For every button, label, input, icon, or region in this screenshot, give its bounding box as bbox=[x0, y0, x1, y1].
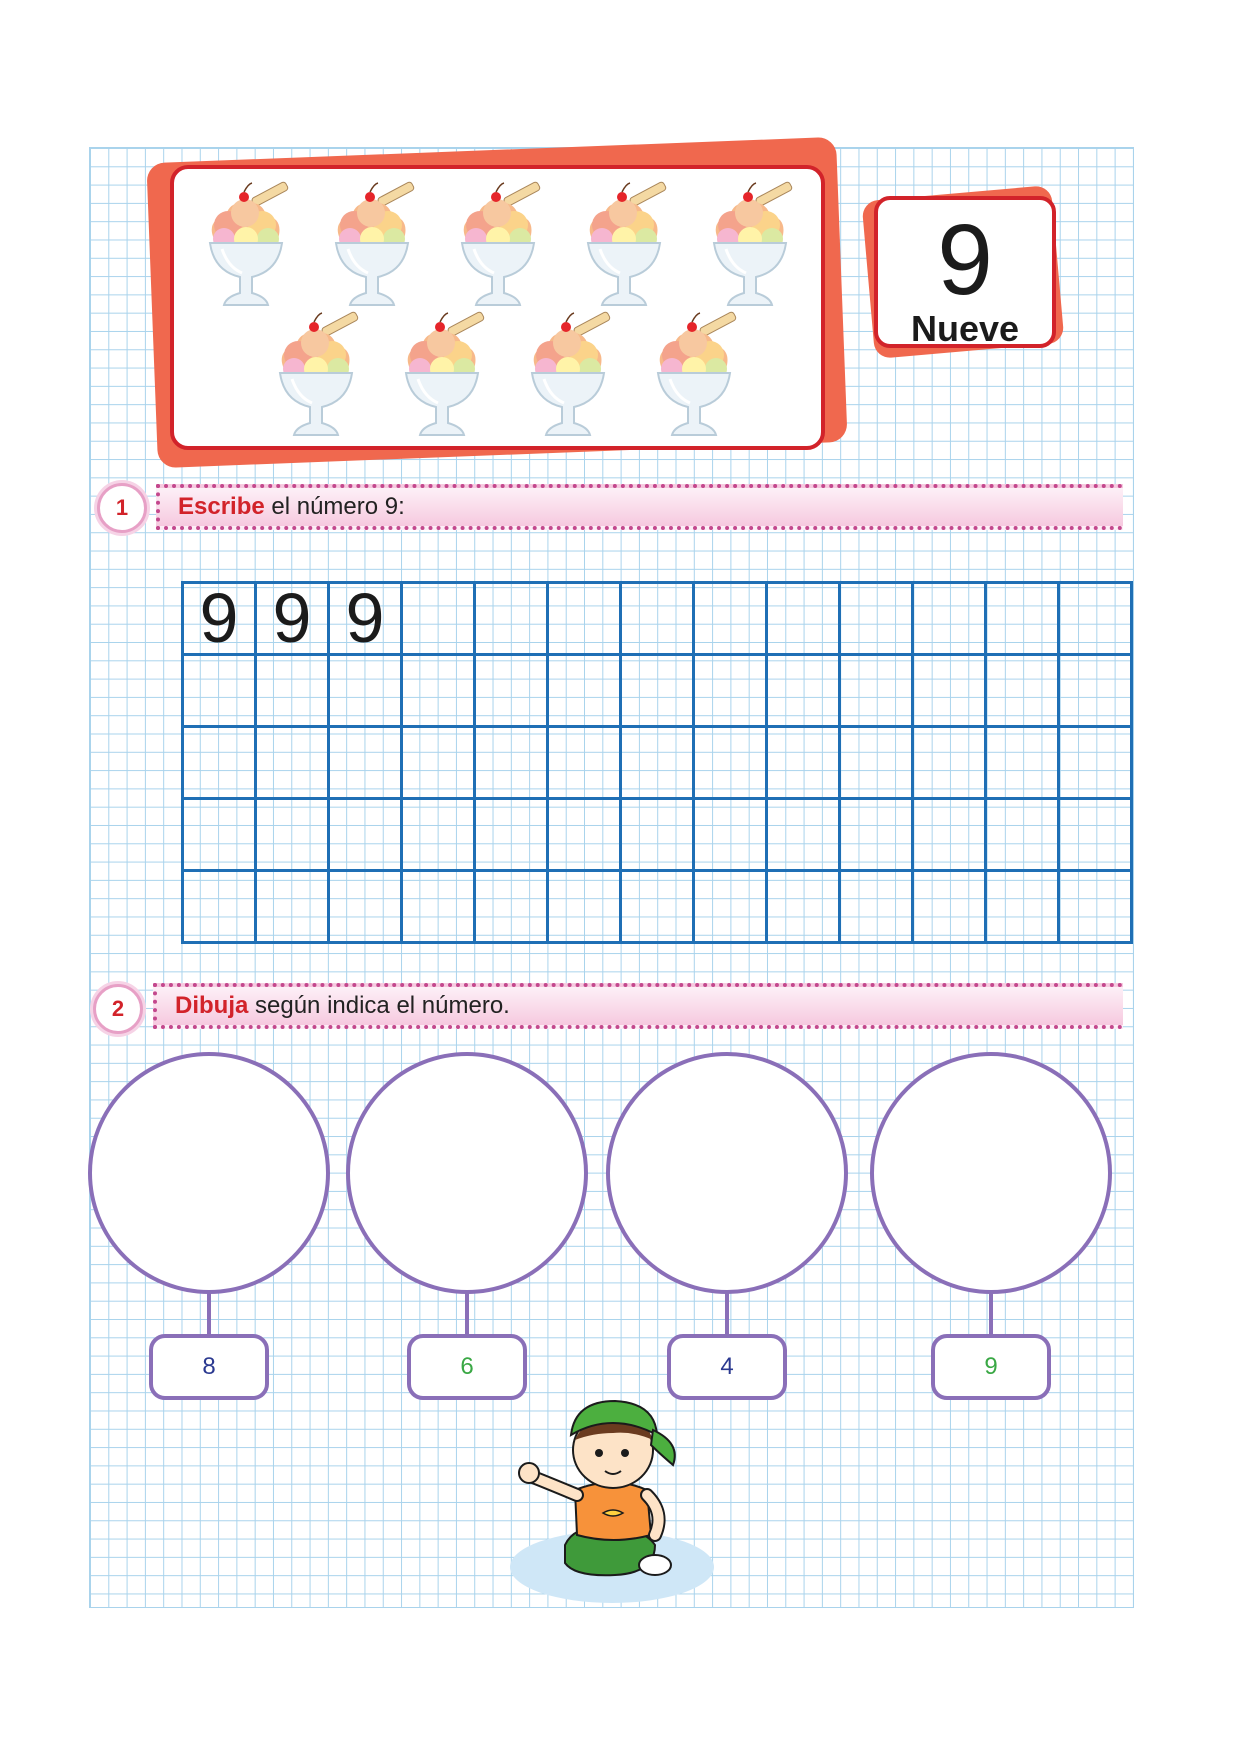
writing-grid bbox=[181, 581, 1133, 944]
circle-connector bbox=[465, 1292, 469, 1336]
number-card bbox=[874, 196, 1056, 348]
writing-cell[interactable] bbox=[402, 871, 475, 943]
number-digit: 9 bbox=[937, 204, 993, 316]
writing-cell[interactable] bbox=[475, 871, 548, 943]
writing-cell[interactable] bbox=[913, 727, 986, 799]
ice-cream-sundae-icon bbox=[322, 181, 422, 311]
writing-row bbox=[183, 655, 1132, 727]
writing-cell[interactable] bbox=[548, 871, 621, 943]
writing-cell[interactable] bbox=[986, 799, 1059, 871]
writing-cell[interactable] bbox=[183, 871, 256, 943]
writing-cell[interactable] bbox=[183, 799, 256, 871]
writing-cell[interactable] bbox=[840, 727, 913, 799]
writing-cell[interactable] bbox=[767, 583, 840, 655]
target-number-box: 9 bbox=[931, 1334, 1051, 1400]
sundae-group bbox=[174, 169, 821, 446]
writing-cell[interactable] bbox=[548, 655, 621, 727]
writing-cell[interactable] bbox=[402, 727, 475, 799]
writing-cell[interactable] bbox=[767, 871, 840, 943]
writing-cell[interactable]: 9 bbox=[329, 583, 402, 655]
writing-cell[interactable] bbox=[694, 583, 767, 655]
section-2-text: según indica el número. bbox=[248, 992, 510, 1019]
section-1-verb: Escribe bbox=[178, 493, 265, 520]
circle-connector bbox=[725, 1292, 729, 1336]
writing-cell[interactable] bbox=[475, 583, 548, 655]
ice-cream-sundae-icon bbox=[266, 311, 366, 441]
writing-cell[interactable] bbox=[913, 655, 986, 727]
writing-cell[interactable] bbox=[694, 871, 767, 943]
writing-cell[interactable] bbox=[913, 871, 986, 943]
writing-cell[interactable] bbox=[986, 871, 1059, 943]
section-2-instruction bbox=[153, 983, 1123, 1029]
ice-cream-sundae-icon bbox=[700, 181, 800, 311]
writing-cell[interactable] bbox=[256, 655, 329, 727]
writing-cell[interactable] bbox=[256, 727, 329, 799]
writing-cell[interactable] bbox=[329, 655, 402, 727]
drawing-circle[interactable] bbox=[870, 1052, 1112, 1294]
writing-cell[interactable] bbox=[986, 655, 1059, 727]
writing-cell[interactable] bbox=[840, 655, 913, 727]
picture-card bbox=[170, 165, 825, 450]
target-number-box: 8 bbox=[149, 1334, 269, 1400]
section-2-verb: Dibuja bbox=[175, 992, 249, 1019]
writing-cell[interactable] bbox=[475, 727, 548, 799]
writing-row bbox=[183, 583, 1132, 655]
writing-cell[interactable] bbox=[256, 799, 329, 871]
writing-cell[interactable] bbox=[329, 727, 402, 799]
writing-cell[interactable] bbox=[1059, 799, 1132, 871]
writing-cell[interactable] bbox=[329, 799, 402, 871]
writing-row bbox=[183, 871, 1132, 943]
ice-cream-sundae-icon bbox=[574, 181, 674, 311]
writing-cell[interactable] bbox=[1059, 655, 1132, 727]
writing-cell[interactable] bbox=[402, 799, 475, 871]
writing-row bbox=[183, 799, 1132, 871]
writing-cell[interactable] bbox=[767, 655, 840, 727]
writing-cell[interactable] bbox=[548, 727, 621, 799]
writing-cell[interactable] bbox=[840, 583, 913, 655]
ice-cream-sundae-icon bbox=[448, 181, 548, 311]
section-1-badge: 1 bbox=[97, 483, 147, 533]
writing-cell[interactable] bbox=[621, 727, 694, 799]
writing-cell[interactable] bbox=[694, 799, 767, 871]
drawing-circle[interactable] bbox=[606, 1052, 848, 1294]
section-2-badge: 2 bbox=[93, 984, 143, 1034]
circle-connector bbox=[207, 1292, 211, 1336]
writing-cell[interactable]: 9 bbox=[183, 583, 256, 655]
section-1-text: el número 9: bbox=[264, 493, 405, 520]
target-number-box: 4 bbox=[667, 1334, 787, 1400]
ice-cream-sundae-icon bbox=[518, 311, 618, 441]
drawing-circle[interactable] bbox=[88, 1052, 330, 1294]
writing-cell[interactable] bbox=[183, 727, 256, 799]
writing-cell[interactable] bbox=[475, 799, 548, 871]
writing-cell[interactable] bbox=[913, 583, 986, 655]
writing-cell[interactable]: 9 bbox=[256, 583, 329, 655]
writing-cell[interactable] bbox=[1059, 583, 1132, 655]
number-word: Nueve bbox=[910, 308, 1020, 349]
writing-cell[interactable] bbox=[986, 727, 1059, 799]
writing-cell[interactable] bbox=[694, 727, 767, 799]
writing-cell[interactable] bbox=[329, 871, 402, 943]
writing-cell[interactable] bbox=[986, 583, 1059, 655]
writing-cell[interactable] bbox=[402, 583, 475, 655]
ice-cream-sundae-icon bbox=[196, 181, 296, 311]
ice-cream-sundae-icon bbox=[392, 311, 492, 441]
section-1-instruction bbox=[156, 484, 1123, 530]
writing-cell[interactable] bbox=[256, 871, 329, 943]
writing-cell[interactable] bbox=[621, 583, 694, 655]
boy-with-cap-icon bbox=[505, 1395, 720, 1605]
ice-cream-sundae-icon bbox=[644, 311, 744, 441]
writing-cell[interactable] bbox=[1059, 871, 1132, 943]
writing-cell[interactable] bbox=[621, 799, 694, 871]
writing-cell[interactable] bbox=[840, 799, 913, 871]
target-number-box: 6 bbox=[407, 1334, 527, 1400]
writing-cell[interactable] bbox=[767, 727, 840, 799]
writing-cell[interactable] bbox=[767, 799, 840, 871]
writing-cell[interactable] bbox=[1059, 727, 1132, 799]
writing-cell[interactable] bbox=[548, 799, 621, 871]
writing-cell[interactable] bbox=[402, 655, 475, 727]
writing-cell[interactable] bbox=[548, 583, 621, 655]
writing-cell[interactable] bbox=[475, 655, 548, 727]
writing-cell[interactable] bbox=[694, 655, 767, 727]
writing-cell[interactable] bbox=[183, 655, 256, 727]
writing-row bbox=[183, 727, 1132, 799]
writing-cell[interactable] bbox=[913, 799, 986, 871]
writing-cell[interactable] bbox=[621, 871, 694, 943]
circle-connector bbox=[989, 1292, 993, 1336]
writing-cell[interactable] bbox=[840, 871, 913, 943]
writing-cell[interactable] bbox=[621, 655, 694, 727]
drawing-circle[interactable] bbox=[346, 1052, 588, 1294]
